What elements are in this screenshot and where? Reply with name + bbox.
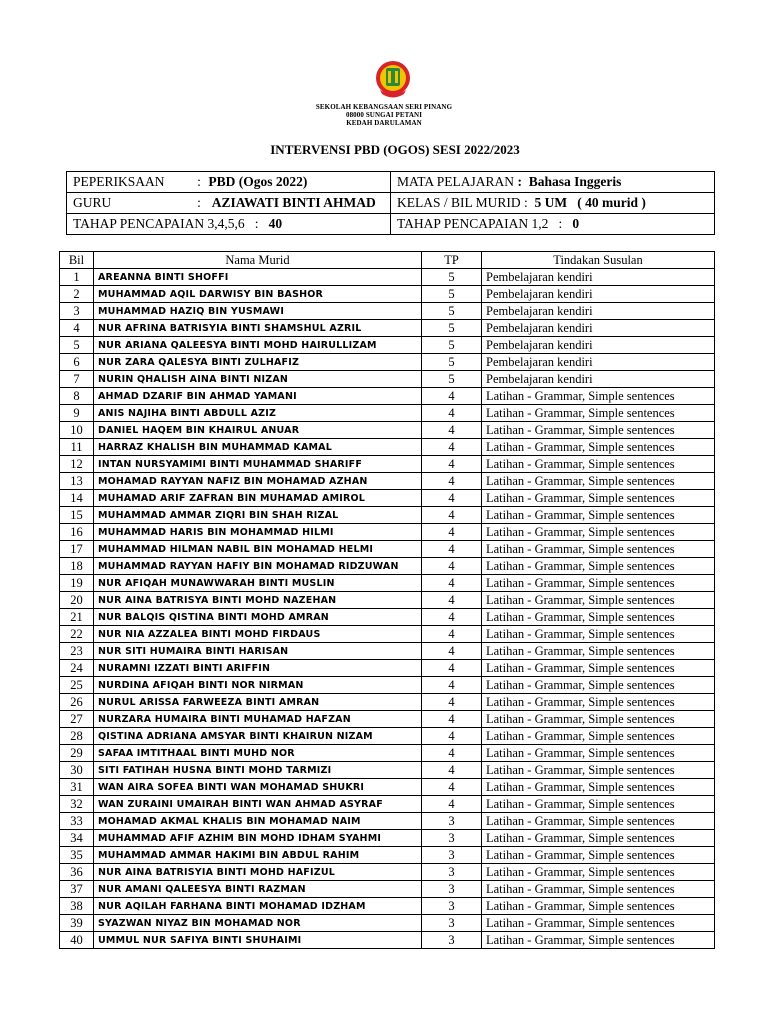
table-row	[60, 490, 715, 507]
table-row	[60, 592, 715, 609]
guru-label: GURU	[73, 195, 112, 210]
table-row	[60, 864, 715, 881]
school-logo-icon	[374, 57, 412, 101]
row-tindakan: Latihan - Grammar, Simple sentences	[482, 660, 715, 677]
row-bil: 30	[60, 762, 94, 779]
tahap-low-label: TAHAP PENCAPAIAN 1,2	[397, 216, 549, 231]
row-bil: 16	[60, 524, 94, 541]
row-bil: 31	[60, 779, 94, 796]
mata-pelajaran-cell	[391, 172, 715, 193]
row-tindakan: Latihan - Grammar, Simple sentences	[482, 694, 715, 711]
col-header-bil: Bil	[60, 252, 94, 269]
table-row	[60, 830, 715, 847]
row-bil: 9	[60, 405, 94, 422]
row-tindakan: Latihan - Grammar, Simple sentences	[482, 609, 715, 626]
page-title: INTERVENSI PBD (OGOS) SESI 2022/2023	[270, 142, 520, 157]
row-bil: 26	[60, 694, 94, 711]
row-tindakan: Pembelajaran kendiri	[482, 286, 715, 303]
kelas-value: 5 UM	[534, 195, 568, 210]
row-bil: 5	[60, 337, 94, 354]
row-student-name: NURUL ARISSA FARWEEZA BINTI AMRAN	[94, 694, 422, 711]
row-bil: 4	[60, 320, 94, 337]
table-row	[60, 558, 715, 575]
row-bil: 15	[60, 507, 94, 524]
row-tp: 4	[422, 473, 482, 490]
table-row	[60, 881, 715, 898]
row-student-name: MUHAMMAD HAZIQ BIN YUSMAWI	[94, 303, 422, 320]
row-tindakan: Latihan - Grammar, Simple sentences	[482, 592, 715, 609]
row-tindakan: Latihan - Grammar, Simple sentences	[482, 898, 715, 915]
row-bil: 24	[60, 660, 94, 677]
table-row	[60, 269, 715, 286]
row-bil: 7	[60, 371, 94, 388]
row-student-name: MUHAMMAD AQIL DARWISY BIN BASHOR	[94, 286, 422, 303]
school-postcode: 08000 SUNGAI PETANI	[345, 111, 423, 119]
row-tp: 5	[422, 269, 482, 286]
colon: :	[524, 195, 528, 210]
row-tindakan: Pembelajaran kendiri	[482, 303, 715, 320]
table-row	[60, 609, 715, 626]
row-student-name: NUR AFIQAH MUNAWWARAH BINTI MUSLIN	[94, 575, 422, 592]
table-row	[60, 524, 715, 541]
table-row	[60, 405, 715, 422]
row-tp: 5	[422, 354, 482, 371]
row-tp: 4	[422, 711, 482, 728]
table-header-row	[60, 252, 715, 269]
row-bil: 11	[60, 439, 94, 456]
row-tp: 5	[422, 320, 482, 337]
row-tp: 5	[422, 337, 482, 354]
row-tindakan: Latihan - Grammar, Simple sentences	[482, 422, 715, 439]
row-tp: 3	[422, 847, 482, 864]
row-bil: 25	[60, 677, 94, 694]
row-student-name: NURAMNI IZZATI BINTI ARIFFIN	[94, 660, 422, 677]
table-row	[60, 388, 715, 405]
table-row	[60, 507, 715, 524]
tahap-high-value: 40	[268, 216, 283, 231]
row-bil: 40	[60, 932, 94, 949]
col-header-tindakan: Tindakan Susulan	[482, 252, 715, 269]
row-tindakan: Latihan - Grammar, Simple sentences	[482, 711, 715, 728]
row-bil: 29	[60, 745, 94, 762]
row-tindakan: Latihan - Grammar, Simple sentences	[482, 473, 715, 490]
table-row	[60, 541, 715, 558]
row-bil: 1	[60, 269, 94, 286]
row-tp: 4	[422, 796, 482, 813]
row-bil: 36	[60, 864, 94, 881]
row-student-name: ANIS NAJIHA BINTI ABDULL AZIZ	[94, 405, 422, 422]
row-tp: 4	[422, 660, 482, 677]
table-row	[60, 915, 715, 932]
table-row	[60, 711, 715, 728]
row-tp: 4	[422, 694, 482, 711]
row-student-name: NUR SITI HUMAIRA BINTI HARISAN	[94, 643, 422, 660]
table-row	[60, 898, 715, 915]
row-student-name: NUR NIA AZZALEA BINTI MOHD FIRDAUS	[94, 626, 422, 643]
row-tp: 4	[422, 626, 482, 643]
row-tindakan: Latihan - Grammar, Simple sentences	[482, 813, 715, 830]
row-bil: 3	[60, 303, 94, 320]
row-tindakan: Pembelajaran kendiri	[482, 320, 715, 337]
row-tp: 4	[422, 439, 482, 456]
row-bil: 17	[60, 541, 94, 558]
row-student-name: NUR ZARA QALESYA BINTI ZULHAFIZ	[94, 354, 422, 371]
row-tindakan: Latihan - Grammar, Simple sentences	[482, 881, 715, 898]
row-student-name: AREANNA BINTI SHOFFI	[94, 269, 422, 286]
row-tindakan: Pembelajaran kendiri	[482, 337, 715, 354]
row-student-name: NUR BALQIS QISTINA BINTI MOHD AMRAN	[94, 609, 422, 626]
table-row	[60, 303, 715, 320]
row-student-name: MUHAMMAD HILMAN NABIL BIN MOHAMAD HELMI	[94, 541, 422, 558]
row-bil: 39	[60, 915, 94, 932]
table-row	[60, 371, 715, 388]
row-tp: 4	[422, 541, 482, 558]
row-tindakan: Latihan - Grammar, Simple sentences	[482, 745, 715, 762]
row-bil: 32	[60, 796, 94, 813]
row-bil: 33	[60, 813, 94, 830]
row-tindakan: Latihan - Grammar, Simple sentences	[482, 864, 715, 881]
row-tindakan: Latihan - Grammar, Simple sentences	[482, 456, 715, 473]
row-bil: 2	[60, 286, 94, 303]
row-tindakan: Latihan - Grammar, Simple sentences	[482, 796, 715, 813]
table-row	[60, 626, 715, 643]
row-tindakan: Pembelajaran kendiri	[482, 371, 715, 388]
row-bil: 19	[60, 575, 94, 592]
row-student-name: NUR AINA BATRISYIA BINTI MOHD HAFIZUL	[94, 864, 422, 881]
row-student-name: NUR ARIANA QALEESYA BINTI MOHD HAIRULLIZAM	[94, 337, 422, 354]
row-tindakan: Latihan - Grammar, Simple sentences	[482, 779, 715, 796]
row-student-name: MUHAMMAD AMMAR HAKIMI BIN ABDUL RAHIM	[94, 847, 422, 864]
guru-cell	[67, 193, 391, 214]
row-bil: 18	[60, 558, 94, 575]
row-student-name: MUHAMAD ARIF ZAFRAN BIN MUHAMAD AMIROL	[94, 490, 422, 507]
row-tp: 5	[422, 303, 482, 320]
tahap-low-value: 0	[572, 216, 580, 231]
row-tindakan: Latihan - Grammar, Simple sentences	[482, 388, 715, 405]
row-tindakan: Latihan - Grammar, Simple sentences	[482, 575, 715, 592]
row-tindakan: Latihan - Grammar, Simple sentences	[482, 507, 715, 524]
row-tindakan: Latihan - Grammar, Simple sentences	[482, 541, 715, 558]
row-bil: 23	[60, 643, 94, 660]
row-bil: 34	[60, 830, 94, 847]
row-student-name: SAFAA IMTITHAAL BINTI MUHD NOR	[94, 745, 422, 762]
row-tp: 5	[422, 371, 482, 388]
row-tindakan: Latihan - Grammar, Simple sentences	[482, 915, 715, 932]
row-student-name: INTAN NURSYAMIMI BINTI MUHAMMAD SHARIFF	[94, 456, 422, 473]
row-tp: 4	[422, 388, 482, 405]
row-tindakan: Latihan - Grammar, Simple sentences	[482, 762, 715, 779]
table-row	[60, 813, 715, 830]
row-tindakan: Latihan - Grammar, Simple sentences	[482, 626, 715, 643]
row-tp: 4	[422, 422, 482, 439]
row-bil: 21	[60, 609, 94, 626]
row-tp: 4	[422, 643, 482, 660]
school-name: SEKOLAH KEBANGSAAN SERI PINANG	[315, 103, 453, 111]
row-student-name: HARRAZ KHALISH BIN MUHAMMAD KAMAL	[94, 439, 422, 456]
table-row	[60, 745, 715, 762]
row-bil: 8	[60, 388, 94, 405]
peperiksaan-value: PBD (Ogos 2022)	[208, 174, 308, 189]
row-student-name: DANIEL HAQEM BIN KHAIRUL ANUAR	[94, 422, 422, 439]
table-row	[60, 456, 715, 473]
row-bil: 13	[60, 473, 94, 490]
row-tp: 4	[422, 609, 482, 626]
peperiksaan-label: PEPERIKSAAN	[73, 174, 165, 189]
row-tp: 4	[422, 728, 482, 745]
row-bil: 14	[60, 490, 94, 507]
row-tindakan: Latihan - Grammar, Simple sentences	[482, 677, 715, 694]
table-row	[60, 779, 715, 796]
row-bil: 10	[60, 422, 94, 439]
row-tp: 4	[422, 456, 482, 473]
row-tp: 4	[422, 558, 482, 575]
col-header-tp: TP	[422, 252, 482, 269]
row-tp: 4	[422, 779, 482, 796]
row-tindakan: Latihan - Grammar, Simple sentences	[482, 490, 715, 507]
table-row	[60, 354, 715, 371]
info-table	[66, 171, 715, 235]
row-tp: 3	[422, 864, 482, 881]
row-student-name: MUHAMMAD AFIF AZHIM BIN MOHD IDHAM SYAHMI	[94, 830, 422, 847]
table-row	[60, 660, 715, 677]
row-student-name: NURZARA HUMAIRA BINTI MUHAMAD HAFZAN	[94, 711, 422, 728]
row-student-name: MOHAMAD RAYYAN NAFIZ BIN MOHAMAD AZHAN	[94, 473, 422, 490]
table-row	[60, 762, 715, 779]
row-tindakan: Pembelajaran kendiri	[482, 269, 715, 286]
row-tp: 4	[422, 405, 482, 422]
mata-pelajaran-label: MATA PELAJARAN	[397, 174, 515, 189]
row-student-name: MUHAMMAD RAYYAN HAFIY BIN MOHAMAD RIDZUWAN	[94, 558, 422, 575]
table-row	[60, 677, 715, 694]
row-bil: 28	[60, 728, 94, 745]
row-student-name: AHMAD DZARIF BIN AHMAD YAMANI	[94, 388, 422, 405]
row-tindakan: Latihan - Grammar, Simple sentences	[482, 932, 715, 949]
table-row	[60, 422, 715, 439]
row-tindakan: Latihan - Grammar, Simple sentences	[482, 439, 715, 456]
row-bil: 27	[60, 711, 94, 728]
row-tp: 3	[422, 881, 482, 898]
table-row	[60, 473, 715, 490]
row-student-name: WAN ZURAINI UMAIRAH BINTI WAN AHMAD ASYRAF	[94, 796, 422, 813]
row-student-name: NUR AQILAH FARHANA BINTI MOHAMAD IDZHAM	[94, 898, 422, 915]
row-tp: 4	[422, 745, 482, 762]
colon: :	[558, 216, 563, 231]
row-tp: 3	[422, 915, 482, 932]
row-tp: 4	[422, 524, 482, 541]
tahap-high-label: TAHAP PENCAPAIAN 3,4,5,6	[73, 216, 245, 231]
kelas-cell	[391, 193, 715, 214]
table-row	[60, 847, 715, 864]
row-student-name: MUHAMMAD HARIS BIN MOHAMMAD HILMI	[94, 524, 422, 541]
row-student-name: NUR AMANI QALEESYA BINTI RAZMAN	[94, 881, 422, 898]
col-header-nama: Nama Murid	[94, 252, 422, 269]
row-tindakan: Latihan - Grammar, Simple sentences	[482, 847, 715, 864]
row-tp: 4	[422, 490, 482, 507]
row-tp: 3	[422, 898, 482, 915]
row-student-name: WAN AIRA SOFEA BINTI WAN MOHAMAD SHUKRI	[94, 779, 422, 796]
row-tp: 4	[422, 592, 482, 609]
peperiksaan-cell	[67, 172, 391, 193]
kelas-label: KELAS / BIL MURID	[397, 195, 521, 210]
row-student-name: MUHAMMAD AMMAR ZIQRI BIN SHAH RIZAL	[94, 507, 422, 524]
colon: :	[197, 195, 201, 210]
row-tindakan: Latihan - Grammar, Simple sentences	[482, 830, 715, 847]
row-student-name: QISTINA ADRIANA AMSYAR BINTI KHAIRUN NIZAM	[94, 728, 422, 745]
table-row	[60, 796, 715, 813]
row-bil: 22	[60, 626, 94, 643]
table-row	[60, 728, 715, 745]
murid-count: ( 40 murid )	[577, 195, 646, 210]
student-table	[59, 251, 715, 949]
table-row	[60, 932, 715, 949]
row-tp: 5	[422, 286, 482, 303]
row-tindakan: Latihan - Grammar, Simple sentences	[482, 405, 715, 422]
row-tindakan: Pembelajaran kendiri	[482, 354, 715, 371]
mata-pelajaran-value: Bahasa Inggeris	[528, 174, 622, 189]
row-bil: 37	[60, 881, 94, 898]
row-bil: 38	[60, 898, 94, 915]
row-tindakan: Latihan - Grammar, Simple sentences	[482, 558, 715, 575]
row-student-name: UMMUL NUR SAFIYA BINTI SHUHAIMI	[94, 932, 422, 949]
row-tp: 4	[422, 677, 482, 694]
table-row	[60, 643, 715, 660]
row-tindakan: Latihan - Grammar, Simple sentences	[482, 524, 715, 541]
school-state: KEDAH DARULAMAN	[346, 119, 422, 127]
row-bil: 12	[60, 456, 94, 473]
table-row	[60, 694, 715, 711]
table-row	[60, 439, 715, 456]
table-row	[60, 320, 715, 337]
row-tp: 3	[422, 932, 482, 949]
row-tp: 4	[422, 762, 482, 779]
row-bil: 35	[60, 847, 94, 864]
row-bil: 20	[60, 592, 94, 609]
row-student-name: NURIN QHALISH AINA BINTI NIZAN	[94, 371, 422, 388]
row-student-name: SYAZWAN NIYAZ BIN MOHAMAD NOR	[94, 915, 422, 932]
tahap-low-cell	[391, 214, 715, 235]
colon: :	[517, 174, 522, 189]
row-tp: 3	[422, 813, 482, 830]
row-tp: 4	[422, 507, 482, 524]
row-tp: 3	[422, 830, 482, 847]
guru-value: AZIAWATI BINTI AHMAD	[211, 195, 376, 210]
table-row	[60, 286, 715, 303]
table-row	[60, 575, 715, 592]
row-tindakan: Latihan - Grammar, Simple sentences	[482, 643, 715, 660]
row-student-name: NUR AINA BATRISYA BINTI MOHD NAZEHAN	[94, 592, 422, 609]
row-student-name: NUR AFRINA BATRISYIA BINTI SHAMSHUL AZRIL	[94, 320, 422, 337]
row-student-name: MOHAMAD AKMAL KHALIS BIN MOHAMAD NAIM	[94, 813, 422, 830]
row-student-name: SITI FATIHAH HUSNA BINTI MOHD TARMIZI	[94, 762, 422, 779]
row-student-name: NURDINA AFIQAH BINTI NOR NIRMAN	[94, 677, 422, 694]
colon: :	[197, 174, 201, 189]
row-bil: 6	[60, 354, 94, 371]
row-tp: 4	[422, 575, 482, 592]
tahap-high-cell	[67, 214, 391, 235]
table-row	[60, 337, 715, 354]
colon: :	[254, 216, 259, 231]
row-tindakan: Latihan - Grammar, Simple sentences	[482, 728, 715, 745]
